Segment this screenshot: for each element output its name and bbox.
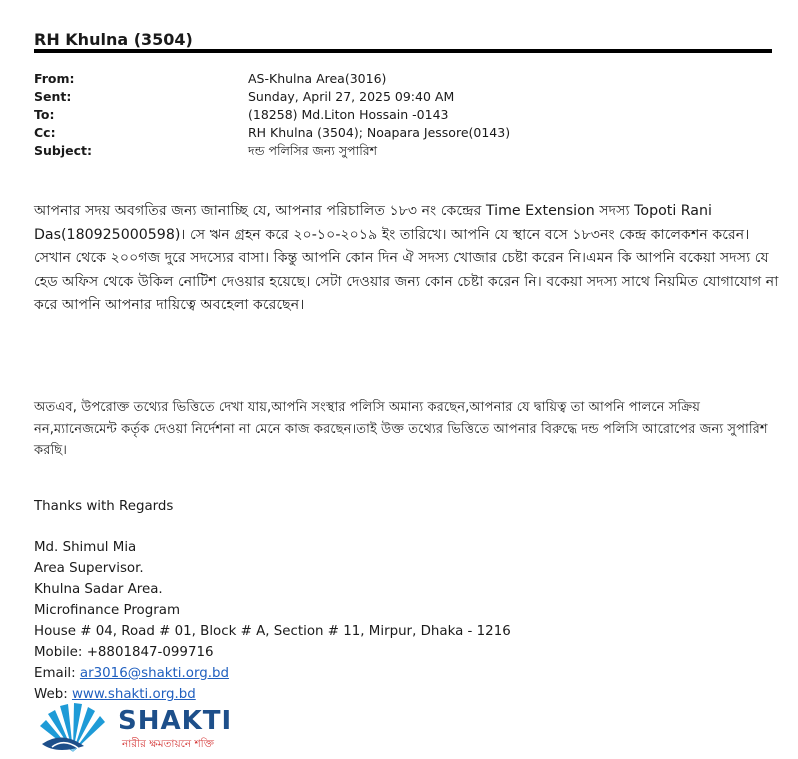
body-paragraph-1: আপনার সদয় অবগতির জন্য জানাচ্ছি যে, আপনার পরিচালিত ১৮৩ নং কেন্দ্রের Time Extension সদস্য Topoti Rani Das(180925000598)। সে ঋন গ্রহন করে ২০-১০-২০১৯ ইং তারিখে। আপনি যে স্থানে বসে ১৮৩নং কেন্দ্র কালেকশন করেন।সেখান থেকে ২০০গজ দুরে সদস্যের বাসা। কিন্তু আপনি কোন দিন ঐ সদস্য খোজার চেষ্টা করেন নি।এমন কি আপনি বকেয়া সদস্য যে হেড অফিস থেকে উকিল নোটিশ দেওয়ার হয়েছে। সেটা দেওয়ার জন্য কোন চেষ্টা করেন নি। বকেয়া সদস্য সাথে নিয়মিত যোগাযোগ না করে আপনি আপনার দায়িত্বে অবহেলা করেছেন। (34, 203, 779, 313)
email-label: Email: (34, 666, 80, 681)
subject-value: দন্ড পলিসির জন্য সুপারিশ (248, 143, 378, 158)
signature-area: Khulna Sadar Area. (34, 582, 163, 597)
sent-label: Sent: (34, 89, 72, 104)
web-label: Web: (34, 687, 72, 702)
signature-block (34, 496, 511, 705)
sunrise-rays-icon (32, 700, 114, 756)
signature-address: House # 04, Road # 01, Block # A, Section # 11, Mirpur, Dhaka - 1216 (34, 624, 511, 639)
cc-label: Cc: (34, 125, 56, 140)
body-paragraph-2: অতএব, উপরোক্ত তথ্যের ভিত্তিতে দেখা যায়,আপনি সংস্থার পলিসি অমান্য করছেন,আপনার যে দ্বায়িত্ব তা আপনি পালনে সক্রিয় নন,ম্যানেজমেন্ট কর্তৃক দেওয়া নির্দেশনা না মেনে কাজ করছেন।তাই উক্ত তথ্যের ভিত্তিতে আপনার বিরুদ্ধে দন্ড পলিসি আরোপের জন্য সুপারিশ করছি। (34, 400, 768, 458)
web-link[interactable]: www.shakti.org.bd (71, 687, 196, 702)
signature-spacer (34, 517, 511, 537)
to-value: (18258) Md.Liton Hossain -0143 (248, 107, 449, 122)
signature-program: Microfinance Program (34, 603, 181, 618)
cc-value: RH Khulna (3504); Noapara Jessore(0143) (248, 125, 511, 140)
signature-greeting: Thanks with Regards (34, 499, 174, 514)
signature-mobile: Mobile: +8801847-099716 (34, 645, 214, 660)
title-divider (34, 49, 772, 53)
email-link[interactable]: ar3016@shakti.org.bd (79, 666, 229, 681)
signature-email-row (34, 663, 511, 684)
shakti-logo (32, 700, 272, 758)
to-label: To: (34, 107, 55, 122)
email-title: RH Khulna (3504) (34, 30, 193, 49)
sent-value: Sunday, April 27, 2025 09:40 AM (248, 89, 455, 104)
logo-wordmark: SHAKTI (118, 706, 233, 736)
from-value: AS-Khulna Area(3016) (248, 71, 387, 86)
logo-tagline: নারীর ক্ষমতায়নে শক্তি (122, 738, 214, 750)
signature-designation: Area Supervisor. (34, 561, 144, 576)
from-label: From: (34, 71, 75, 86)
signature-name: Md. Shimul Mia (34, 540, 137, 555)
subject-label: Subject: (34, 143, 92, 158)
